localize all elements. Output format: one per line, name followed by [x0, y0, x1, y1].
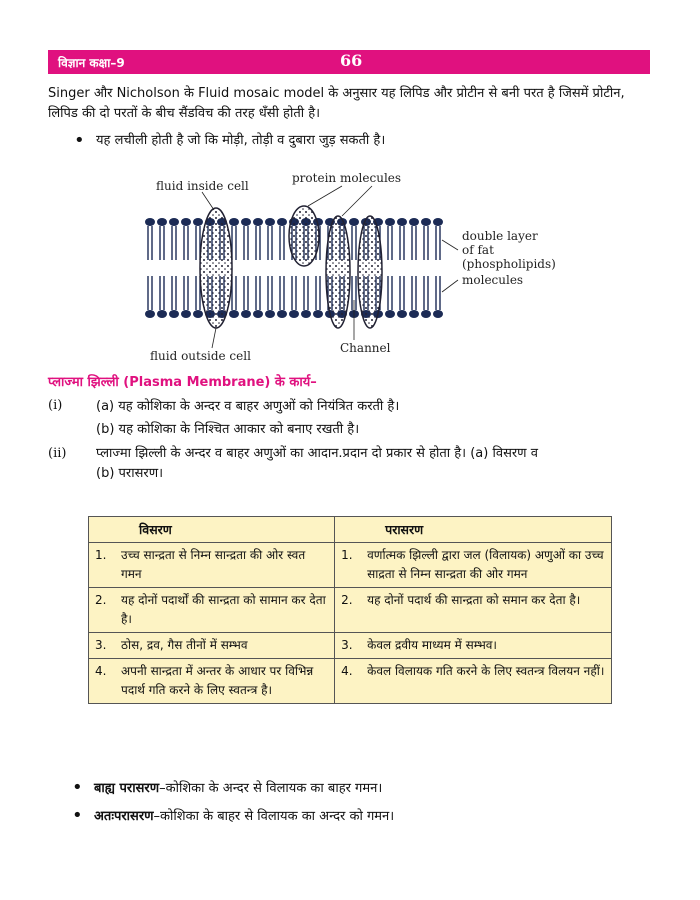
section-title: प्लाज्मा झिल्ली (Plasma Membrane) के कार्य– — [48, 375, 317, 390]
cell-text: उच्च सान्द्रता से निम्न सान्द्रता की ओर स्वत गमन — [121, 548, 306, 581]
lipid-head — [157, 310, 167, 318]
table-row — [89, 588, 612, 633]
lipid-head — [241, 310, 251, 318]
exosmosis-term: बाह्य परासरण — [94, 781, 160, 796]
cell-text: अपनी सान्द्रता में अन्तर के आधार पर विभिन्न पदार्थ गति करने के लिए स्वतन्त्र है। — [121, 664, 314, 697]
function-i-b: (b) यह कोशिका के निश्चित आकार को बनाए रखती है। — [96, 422, 360, 437]
cell-text: यह दोनों पदार्थों की सान्द्रता को सामान कर देता है। — [121, 593, 326, 626]
function-ii-line1: प्लाज्मा झिल्ली के अन्दर व बाहर अणुओं का आदान.प्रदान दो प्रकार से होता है। (a) विसरण व — [96, 446, 538, 461]
cell-left — [89, 633, 335, 659]
lipid-head — [289, 310, 299, 318]
lipid-head — [253, 218, 263, 226]
label-protein: protein molecules — [292, 171, 402, 185]
cell-right — [335, 588, 612, 633]
row-number: 4. — [341, 664, 353, 678]
lipid-head — [433, 310, 443, 318]
header-diffusion: विसरण — [89, 517, 335, 543]
lipid-head — [193, 218, 203, 226]
row-number: 3. — [95, 638, 107, 652]
lipid-head — [397, 218, 407, 226]
cell-text: केवल विलायक गति करने के लिए स्वतन्त्र विलयन नहीं। — [367, 664, 605, 678]
table-row — [89, 543, 612, 588]
row-number: 2. — [341, 593, 353, 607]
pointer-bilayer-top — [442, 240, 458, 250]
cell-left — [89, 543, 335, 588]
cell-right — [335, 543, 612, 588]
lipid-head — [409, 310, 419, 318]
bullet-icon: • — [74, 130, 85, 151]
row-number: 4. — [95, 664, 107, 678]
intro-paragraph: Singer और Nicholson के Fluid mosaic model के अनुसार यह लिपिड और प्रोटीन से बनी परत है जिसमें प्रोटीन, लिपिड की दो परतों के बीच सैंडविच की तरह धँसी होती है। — [48, 86, 625, 121]
function-ii-line2: (b) परासरण। — [96, 466, 164, 481]
lipid-head — [385, 218, 395, 226]
bullet-text: यह लचीली होती है जो कि मोड़ी, तोड़ी व दुबारा जुड़ सकती है। — [96, 133, 386, 148]
endosmosis-term: अतःपरासरण — [94, 809, 154, 824]
bullet-icon: • — [72, 777, 83, 798]
lipid-head — [229, 218, 239, 226]
protein-channel-right — [358, 216, 382, 328]
cell-right — [335, 659, 612, 704]
lipid-head — [169, 310, 179, 318]
lipid-head — [157, 218, 167, 226]
function-i-a: (a) यह कोशिका के अन्दर व बाहर अणुओं को नियंत्रित करती है। — [96, 399, 400, 414]
endosmosis-definition: –कोशिका के बाहर से विलायक का अन्दर को गमन। — [153, 809, 395, 824]
exosmosis-definition: –कोशिका के अन्दर से विलायक का बाहर गमन। — [159, 781, 383, 796]
lipid-head — [181, 218, 191, 226]
table-header-row — [89, 517, 612, 543]
header-osmosis: परासरण — [335, 517, 612, 543]
label-channel: Channel — [340, 341, 391, 355]
lipid-head — [193, 310, 203, 318]
cell-text: केवल द्रवीय माध्यम में सम्भव। — [367, 638, 497, 652]
lipid-head — [145, 218, 155, 226]
lipid-head — [265, 218, 275, 226]
lipid-head — [421, 310, 431, 318]
bullet-icon: • — [72, 805, 83, 826]
lipid-head — [277, 218, 287, 226]
label-fluid-inside: fluid inside cell — [156, 179, 249, 193]
label-double-2: of fat — [462, 243, 494, 257]
lipid-head — [385, 310, 395, 318]
lipid-head — [397, 310, 407, 318]
label-fluid-outside: fluid outside cell — [150, 349, 251, 363]
lipid-head — [169, 218, 179, 226]
lipid-head — [301, 310, 311, 318]
lipid-head — [277, 310, 287, 318]
cell-left — [89, 588, 335, 633]
cell-text: यह दोनों पदार्थ की सान्द्रता को समान कर देता है। — [367, 593, 581, 607]
cell-right — [335, 633, 612, 659]
lipid-head — [421, 218, 431, 226]
lipid-head — [265, 310, 275, 318]
lipid-head — [433, 218, 443, 226]
comparison-table — [88, 516, 612, 704]
fluid-mosaic-diagram — [142, 168, 582, 368]
label-double-1: double layer — [462, 229, 538, 243]
page-number: 66 — [340, 51, 363, 70]
lipid-head — [253, 310, 263, 318]
protein-left — [200, 208, 232, 328]
cell-left — [89, 659, 335, 704]
lipid-head — [313, 310, 323, 318]
table-row — [89, 633, 612, 659]
label-double-4: molecules — [462, 273, 524, 287]
row-number: 1. — [341, 548, 353, 562]
lipid-head — [145, 310, 155, 318]
subject-label: विज्ञान कक्षा–9 — [58, 56, 125, 70]
cell-text: वर्णात्मक झिल्ली द्वारा जल (विलायक) अणुओं का उच्च साद्रता से निम्न सान्द्रता की ओर गमन — [367, 548, 604, 581]
lipid-head — [409, 218, 419, 226]
row-number: 1. — [95, 548, 107, 562]
label-double-3: (phospholipids) — [462, 257, 556, 271]
pointer-outside — [212, 328, 216, 348]
roman-i: (i) — [48, 398, 63, 413]
pointer-inside — [202, 192, 214, 210]
protein-top — [289, 206, 319, 266]
lipid-head — [241, 218, 251, 226]
cell-text: ठोस, द्रव, गैस तीनों में सम्भव — [121, 638, 248, 652]
page-header — [48, 50, 650, 74]
roman-ii: (ii) — [48, 446, 67, 461]
pointer-protein-b — [342, 186, 372, 216]
pointer-protein-a — [308, 186, 342, 206]
lipid-head — [229, 310, 239, 318]
lipid-head — [349, 218, 359, 226]
lipid-head — [181, 310, 191, 318]
table-row — [89, 659, 612, 704]
row-number: 3. — [341, 638, 353, 652]
pointer-bilayer-bottom — [442, 280, 458, 292]
protein-channel-left — [326, 216, 350, 328]
row-number: 2. — [95, 593, 107, 607]
